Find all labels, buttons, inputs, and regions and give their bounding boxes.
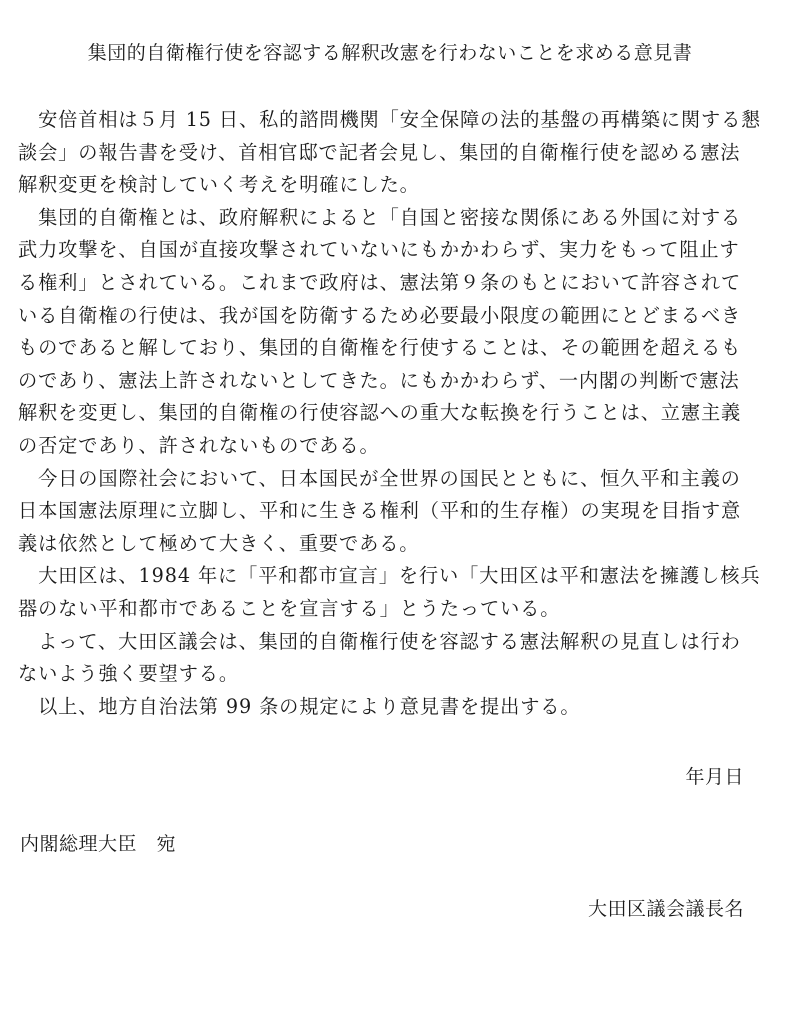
body-line: 解釈変更を検討していく考えを明確にした。 [18,173,420,197]
body-line: 以上、地方自治法第 99 条の規定により意見書を提出する。 [18,694,581,718]
body-line: よって、大田区議会は、集団的自衛権行使を容認する憲法解釈の見直しは行わ [18,629,741,653]
body-line: ものであると解しており、集団的自衛権を行使することは、その範囲を超えるも [18,336,742,360]
body-line: のであり、憲法上許されないとしてきた。にもかかわらず、一内閣の判断で憲法 [18,368,740,392]
body-line: 今日の国際社会において、日本国民が全世界の国民とともに、恒久平和主義の [18,466,741,490]
body-line: 義は依然として極めて大きく、重要である。 [18,531,420,555]
body-line: 談会」の報告書を受け、首相官邸で記者会見し、集団的自衛権行使を認める憲法 [18,140,741,164]
body-line: ないよう強く要望する。 [18,662,239,686]
document-signer: 大田区議会議長名 [587,898,744,920]
document-body [18,104,762,723]
body-line: 器のない平和都市であることを宣言する」とうたっている。 [18,596,561,620]
body-line: 大田区は、1984 年に「平和都市宣言」を行い「大田区は平和憲法を擁護し核兵 [18,564,761,588]
body-line: 安倍首相は５月 15 日、私的諮問機関「安全保障の法的基盤の再構築に関する懇 [18,108,762,131]
body-line: 武力攻撃を、自国が直接攻撃されていないにもかかわらず、実力をもって阻止す [18,238,740,262]
body-line: 解釈を変更し、集団的自衛権の行使容認への重大な転換を行うことは、立憲主義 [18,401,742,425]
body-line: 集団的自衛権とは、政府解釈によると「自国と密接な関係にある外国に対する [18,205,742,229]
body-line: 日本国憲法原理に立脚し、平和に生きる権利（平和的生存権）の実現を目指す意 [18,499,742,523]
body-line: る権利」とされている。これまで政府は、憲法第９条のもとにおいて許容されて [18,270,742,294]
document-date: 年月日 [685,766,744,788]
body-line: いる自衛権の行使は、我が国を防衛するため必要最小限度の範囲にとどまるべき [18,303,742,327]
document-title: 集団的自衛権行使を容認する解釈改憲を行わないことを求める意見書 [87,42,693,64]
document-addressee: 内閣総理大臣 宛 [20,833,177,855]
body-line: の否定であり、許されないものである。 [18,433,380,457]
